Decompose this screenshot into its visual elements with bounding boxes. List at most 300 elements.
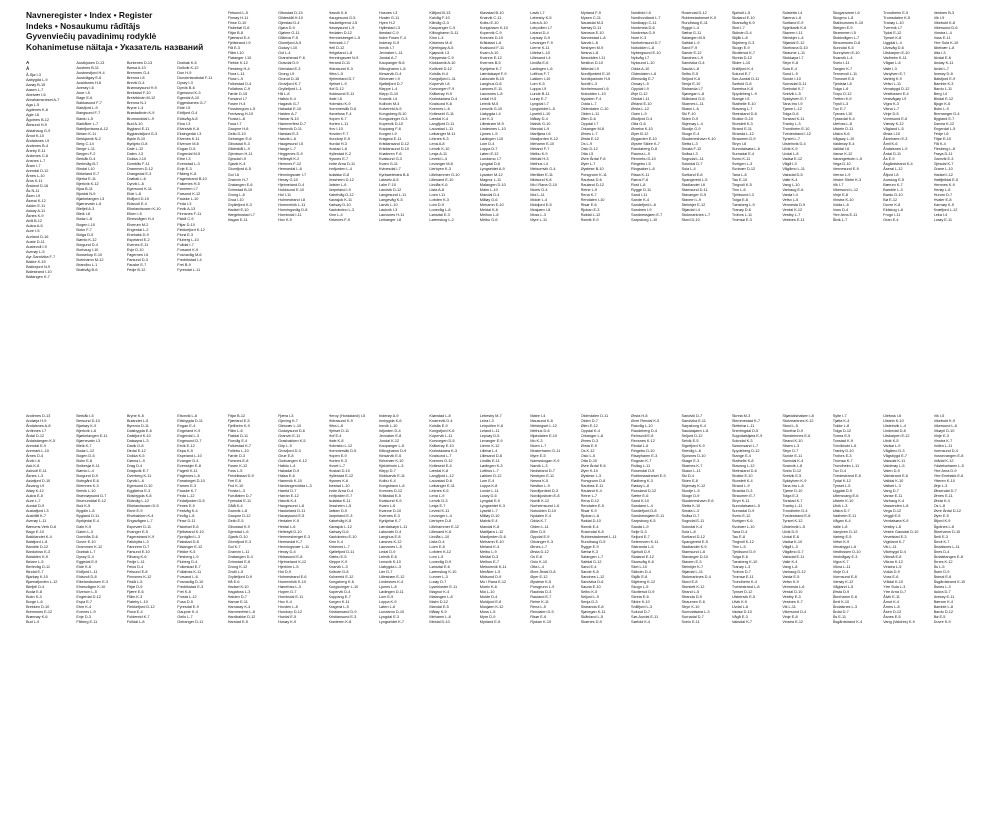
- index-entry: Lepsøy G-9: [530, 35, 551, 41]
- index-entry: Vrådal K-10: [883, 579, 904, 585]
- index-entry: Engan D-5: [177, 145, 196, 151]
- index-entry: Loen E-8: [429, 543, 445, 549]
- index-entry: Sandnes L-9: [681, 55, 703, 61]
- index-entry: Stathelle E-10: [731, 100, 756, 106]
- index-entry: Marifjøra L-12: [479, 528, 504, 534]
- index-entry: Valestrand E-6: [883, 473, 908, 479]
- index-entry: Bangsund F-7: [76, 110, 101, 116]
- index-entry: Bindal E-7: [26, 568, 44, 574]
- index-entry: Egersund D-10: [126, 483, 153, 489]
- index-entry: Lindås K-6: [429, 181, 448, 187]
- index-entry: Botnhamn M-12: [76, 256, 104, 262]
- index-entry: Innfjorden L-4: [328, 166, 352, 172]
- index-entry: Fiskebøl G-6: [227, 25, 250, 31]
- index-entry: Fauske K-7: [177, 488, 197, 494]
- index-entry: Ytre Arna D-9: [933, 468, 957, 474]
- index-entry: Lalm F-10: [378, 181, 397, 187]
- index-entry: Finnøy H-11: [227, 15, 249, 21]
- index-entry: Dombås D-6: [76, 533, 98, 539]
- index-entry: Kongsfjord L-11: [429, 75, 456, 81]
- index-entry: Åsen I-9: [26, 193, 41, 199]
- index-entry: Engerdal L-5: [933, 126, 956, 132]
- index-entry: Sjøholt D-9: [631, 548, 650, 554]
- index-entry: Straumen D-9: [731, 136, 756, 142]
- index-entry: Oppdal I-7: [580, 121, 599, 127]
- index-entry: Vallset L-3: [883, 483, 901, 489]
- index-entry: Svelgen L-3: [731, 161, 753, 167]
- index-entry: Sokndal K-3: [731, 437, 753, 443]
- index-entry: Vadsø E-12: [782, 156, 803, 162]
- index-entry: Uvdal L-8: [782, 151, 799, 157]
- index-entry: Godøy I-10: [278, 45, 298, 51]
- index-entry: Bremnes K-3: [76, 483, 99, 489]
- index-entry: Rygge E-9: [580, 543, 599, 549]
- index-entry: Øksendal D-7: [933, 488, 957, 494]
- index-entry: Farsund K-12: [177, 191, 201, 197]
- index-entry: Karlsøy D-10: [328, 201, 351, 207]
- index-entry: Helgeland L-8: [328, 50, 353, 56]
- index-entry: Haukeligrend J-5: [328, 20, 358, 26]
- index-entry: Aremark L-10: [26, 447, 49, 453]
- index-entry: Tolga E-8: [731, 196, 748, 202]
- index-entry: Øvre Årdal D-8: [530, 568, 556, 574]
- index-entry: Tokke L-8: [832, 422, 850, 428]
- index-entry: Hopen D-7: [278, 589, 297, 595]
- index-entry: Saltdal L-9: [681, 40, 700, 46]
- index-entry: Værøy K-12: [883, 121, 904, 127]
- index-entry: Evje D-10: [126, 246, 144, 252]
- index-entry: Ørsta E-9: [580, 442, 597, 448]
- index-entry: Eidsvåg A-8: [177, 115, 198, 121]
- index-entry: Lavik I-7: [530, 10, 545, 15]
- index-entry: Festvåg K-4: [177, 508, 198, 514]
- index-entry: Isdalstø K-11: [328, 498, 351, 504]
- index-entry: Sarpsborg L-10: [631, 216, 658, 222]
- index-entry: Herand D-11: [328, 60, 350, 66]
- index-entry: Horten L-11: [328, 121, 349, 127]
- index-entry: Hyllestad E-12: [328, 473, 354, 479]
- index-entry: Sykkylven K-9: [782, 478, 807, 484]
- index-entry: Grimstad E-8: [227, 558, 250, 564]
- index-entry: Fredrikstad E-3: [177, 584, 204, 590]
- index-entry: Kyrksæterøra B-6: [378, 171, 409, 177]
- index-entry: Valle K-4: [782, 558, 798, 564]
- index-entry: Henningsvær N-9: [328, 55, 359, 61]
- index-entry: Kongsberg K-6: [328, 579, 354, 585]
- index-entry: Storslett K-12: [681, 584, 705, 590]
- index-entry: Sveio E-11: [681, 619, 700, 625]
- index-entry: Stokmarknes K-12: [782, 417, 814, 423]
- index-entry: Herøy G-10: [278, 176, 298, 182]
- index-entry: Sandnessjøen E-11: [631, 513, 665, 519]
- index-entry: Storslett K-4: [731, 478, 753, 484]
- index-entry: Tolga L-6: [832, 85, 849, 91]
- index-entry: Ulvik K-9: [782, 146, 798, 152]
- index-entry: Holmestrand I-8: [278, 196, 306, 202]
- index-entry: Ørsta D-12: [530, 548, 549, 554]
- index-column: [76, 10, 124, 405]
- index-entry: Vang D-7: [883, 488, 899, 494]
- index-entry: Avaldsnes H-6: [76, 80, 101, 86]
- index-column: [429, 413, 477, 808]
- index-entry: Tolga E-6: [731, 553, 748, 559]
- index-entry: Ås L-5: [933, 563, 945, 569]
- index-column: [480, 10, 528, 405]
- index-entry: Ansnes L-7: [26, 157, 46, 163]
- index-entry: Nittedal I-9: [580, 65, 599, 71]
- index-entry: Melhus D-6: [530, 427, 550, 433]
- index-entry: Skibotn D-4: [631, 568, 651, 574]
- index-entry: Namsos E-10: [580, 30, 604, 36]
- index-entry: Leland D-4: [530, 30, 549, 36]
- index-entry: Leira A-10: [530, 20, 548, 26]
- index-entry: Hå L-8: [278, 90, 290, 96]
- index-entry: Aarøy B-15: [26, 82, 46, 88]
- index-entry: Dulkvik K-12: [177, 65, 199, 71]
- index-entry: Gratangen E-6: [227, 181, 253, 187]
- index-entry: Atløy K-12: [26, 488, 44, 494]
- index-entry: Aure I-5: [76, 90, 90, 96]
- index-entry: Lillebø L-10: [530, 50, 550, 56]
- index-entry: Tranby D-10: [832, 447, 854, 453]
- index-entry: Nydalen E-4: [530, 513, 552, 519]
- index-entry: Lindesnes L-10: [479, 126, 506, 132]
- index-entry: Lindås L-10: [429, 533, 450, 539]
- index-entry: Å-Sjø I-3: [26, 72, 41, 77]
- index-entry: Seljord D-12: [681, 432, 703, 438]
- index-entry: Levanger L-4: [429, 513, 452, 519]
- index-entry: Stokmarknes D-4: [681, 574, 711, 579]
- index-entry: Larvik L-10: [378, 201, 398, 207]
- index-entry: Knarrevik D-4: [429, 417, 453, 423]
- index-entry: Husnes I-3: [378, 10, 398, 15]
- index-entry: Tyssedal K-4: [832, 115, 855, 121]
- index-entry: Hov K-4: [278, 599, 292, 605]
- index-entry: Tonstad K-9: [832, 437, 853, 443]
- index-entry: Kolsås H-4: [429, 70, 448, 76]
- index-entry: Laksvatn B-10: [479, 75, 505, 81]
- index-entry: Solund E-7: [731, 70, 751, 76]
- index-entry: Kvalsund K-9: [378, 498, 402, 504]
- index-entry: Sletta K-10: [681, 503, 701, 509]
- index-entry: Lillesand D-8: [479, 452, 502, 458]
- index-entry: Holmsbu L-12: [328, 442, 353, 448]
- index-entry: Tromsø K-7: [832, 457, 853, 463]
- index-entry: Stavern I-11: [782, 30, 803, 36]
- index-entry: Austvågøy E-6: [76, 75, 102, 81]
- index-entry: Vestnes B-3: [933, 10, 955, 15]
- index-entry: Lillestrøm E-12: [378, 574, 405, 579]
- index-entry: Kirkenær K-10: [378, 457, 404, 463]
- index-entry: Risør E-6: [580, 201, 597, 207]
- index-entry: Molde D-4: [479, 594, 498, 600]
- index-entry: Tau E-10: [731, 176, 748, 182]
- index-entry: Kyrkjebø K-7: [378, 518, 401, 524]
- index-entry: Tvedestrand L-8: [731, 584, 760, 590]
- index-entry: Skarsvåg K-9: [731, 20, 755, 26]
- index-entry: Kopervik D-10: [378, 121, 403, 127]
- index-entry: Kleppe K-9: [328, 558, 348, 564]
- index-entry: Ski D-4: [681, 473, 694, 479]
- index-entry: Hedalen K-9: [278, 518, 300, 524]
- index-entry: Kopervik D-4: [328, 589, 351, 595]
- index-entry: Fosen K-12: [227, 462, 248, 468]
- index-entry: Spydeberg D-12: [731, 447, 760, 453]
- index-entry: Hundorp D-12: [278, 609, 302, 615]
- index-entry: Værøy K-12: [832, 579, 854, 585]
- index-entry: Årsland D-16: [26, 183, 49, 189]
- index-entry: Hardangervidda L-3: [278, 483, 312, 489]
- index-entry: Haugesund G-5: [328, 15, 356, 21]
- index-entry: Tonstad K-11: [782, 115, 805, 121]
- index-entry: Brumunddal L-9: [126, 115, 154, 121]
- index-entry: Klokkarvik A-10: [429, 60, 456, 66]
- index-entry: Eikelandsosen E-3: [76, 579, 108, 585]
- index-entry: Vågsøy L-10: [832, 136, 855, 142]
- index-entry: Rubbestadneset K-9: [681, 15, 717, 21]
- index-entry: Sørumsand L-7: [731, 442, 759, 448]
- index-entry: Fjellheim K-9: [227, 422, 250, 428]
- index-entry: Kirkenes M-8: [429, 40, 452, 46]
- index-entry: Vestby L-6: [883, 523, 902, 529]
- index-entry: Tranby L-3: [782, 121, 801, 127]
- index-entry: Forsnes E-8: [227, 457, 249, 463]
- index-entry: Ulsteinvik D-4: [782, 141, 806, 147]
- index-entry: Kvæfjord L-12: [933, 206, 958, 212]
- index-entry: Vassenden L-8: [883, 503, 909, 509]
- index-entry: Skudeneshavn K-10: [681, 136, 716, 142]
- index-entry: Hardbakke D-12: [227, 614, 256, 620]
- index-entry: Frol K-10: [227, 483, 244, 489]
- index-entry: Bygdin L-8: [76, 508, 95, 514]
- index-entry: Halden A-7: [278, 110, 297, 116]
- index-entry: Gol K-7: [227, 543, 241, 549]
- index-entry: Rjukan E-3: [580, 206, 600, 212]
- index-entry: Abelvær L-8: [933, 45, 955, 51]
- index-entry: Langesund L-11: [378, 191, 407, 197]
- index-entry: Reine L-9: [580, 186, 598, 192]
- index-entry: Beiarn K-11: [76, 130, 97, 136]
- index-entry: Bogen D-5: [76, 452, 95, 458]
- index-entry: Notodden L-8: [631, 45, 655, 51]
- index-entry: Gaupne D-12: [227, 513, 251, 519]
- index-entry: Innvik L-10: [378, 422, 398, 428]
- index-entry: Lærdalsøyri F-9: [479, 70, 507, 76]
- index-entry: Hasvik L-6: [278, 136, 296, 142]
- index-entry: Ringsaker L-8: [631, 166, 655, 172]
- index-entry: Åsen D-12: [883, 609, 902, 615]
- index-entry: Sørfold G-8: [731, 80, 752, 86]
- index-entry: Skogmo L-8: [832, 15, 854, 21]
- index-entry: Øystese L-3: [580, 473, 602, 479]
- index-entry: Elverum L-5: [76, 589, 97, 595]
- index-entry: Bagn E-6: [76, 95, 93, 101]
- index-entry: Moelv K-6: [479, 584, 497, 590]
- index-entry: Vanse E-11: [883, 493, 903, 499]
- index-entry: Porsgrunn L-9: [530, 584, 555, 590]
- index-entry: Bamble L-8: [933, 604, 953, 610]
- index-entry: Loppa K-8: [479, 483, 498, 489]
- index-entry: Utvik K-5: [883, 437, 899, 443]
- index-entry: Nesttun D-10: [580, 60, 603, 66]
- index-entry: Gjesdal I-9: [227, 156, 246, 162]
- index-entry: Hemnesberget L-5: [328, 35, 360, 41]
- index-entry: Magnor L-11: [479, 176, 502, 182]
- index-entry: Øystre Slidre K-7: [631, 141, 660, 147]
- index-entry: Engesund D-7: [177, 437, 202, 443]
- index-entry: Trondheim K-4: [731, 579, 757, 585]
- index-entry: Berlevåg B-7: [76, 160, 99, 166]
- index-entry: Engeland K-9: [177, 427, 201, 433]
- index-entry: Ulefoss L-8: [832, 121, 852, 127]
- index-entry: Tau E-8: [731, 533, 745, 539]
- index-entry: Kaupanger B-6: [378, 60, 405, 66]
- index-entry: Orkdal I-11: [631, 95, 650, 101]
- index-entry: Naustdal M-3: [580, 20, 604, 26]
- index-entry: Leira I-3: [479, 417, 494, 423]
- index-entry: Bakkejord N-9: [26, 263, 51, 269]
- index-entry: Hafslo L-4: [278, 462, 296, 468]
- index-entry: Strand L-5: [681, 589, 700, 595]
- index-entry: Vaksdal E-11: [782, 553, 805, 559]
- index-entry: Spydeberg L-9: [731, 90, 757, 96]
- index-entry: Loen I-11: [429, 191, 446, 197]
- index-entry: Hovet L-7: [328, 462, 345, 468]
- index-entry: Skånland L-5: [580, 614, 603, 620]
- index-entry: Årdal D-12: [26, 432, 45, 438]
- index-entry: Lunde L-11: [479, 488, 499, 494]
- index-entry: Granvin E-11: [278, 432, 301, 438]
- index-entry: Bolkesjø K-11: [76, 462, 100, 468]
- index-entry: Trondheim E-10: [782, 126, 810, 132]
- index-entry: Surnadal E-4: [731, 151, 755, 157]
- index-entry: Flesberg L-9: [177, 553, 199, 559]
- index-entry: Tranøy D-6: [731, 206, 751, 212]
- index-entry: Kvernes B-5: [479, 60, 501, 66]
- index-entry: Rauland E-7: [530, 594, 552, 600]
- index-entry: Flatdal D-11: [227, 432, 248, 438]
- index-entry: Lysekil L-7: [479, 508, 498, 514]
- index-entry: Hamar E-11: [227, 599, 248, 605]
- index-entry: Gryllefjord K-3: [227, 201, 252, 207]
- index-entry: Korsvegen F-9: [429, 85, 455, 91]
- index-entry: Øksfjord D-4: [631, 115, 653, 121]
- index-entry: Isfjorden D-4: [378, 427, 401, 433]
- index-entry: Bergen F-2: [76, 150, 96, 156]
- index-entry: Etne K-4: [76, 604, 92, 610]
- index-entry: Ulstein K-10: [832, 498, 854, 504]
- index-entry: Nedstrand D-7: [530, 468, 555, 474]
- index-entry: Hjelmeland D-4: [278, 181, 305, 187]
- index-entry: Narvik L-3: [530, 462, 548, 468]
- index-column: [833, 10, 881, 405]
- index-entry: Tranby L-11: [782, 503, 803, 509]
- index-entry: Hellesylt D-10: [278, 528, 302, 534]
- index-entry: Karlsøy D-6: [328, 528, 349, 534]
- index-entry: Sistranda L-5: [631, 543, 654, 549]
- index-entry: Flakstad D-8: [177, 538, 199, 544]
- index-entry: Gibostad D-13: [278, 10, 303, 15]
- index-entry: Varhaug E-6: [782, 186, 804, 192]
- index-entry: Grasbakken K-5: [278, 437, 306, 443]
- index-entry: Tinnoset E-5: [832, 75, 855, 81]
- index-entry: Orkanger K-3: [530, 538, 553, 544]
- index-entry: Slidre L-10: [731, 60, 751, 66]
- index-entry: Brattvåg B-6: [76, 266, 98, 272]
- index-entry: Sand E-4: [580, 563, 597, 569]
- index-entry: Hemnesberget E-3: [278, 533, 310, 539]
- index-entry: Eggkleiva E-3: [126, 488, 151, 494]
- index-entry: Vega D-10: [832, 161, 851, 167]
- index-entry: Åndalsnes L-9: [883, 146, 908, 152]
- index-entry: Fitjar D-9: [126, 584, 143, 590]
- index-entry: Dverberg K-11: [126, 473, 152, 479]
- index-entry: Meldal D-3: [479, 553, 499, 559]
- index-entry: Ulstein K-10: [883, 417, 904, 423]
- index-entry: Dokka K-5: [126, 452, 145, 458]
- index-entry: Vik I-5: [933, 412, 945, 418]
- index-entry: Heggenes D-9: [278, 151, 303, 157]
- index-entry: Arendal D-12: [26, 167, 49, 173]
- index-entry: Risøyhamn E-3: [631, 452, 658, 458]
- index-entry: Strand K-10: [782, 437, 803, 443]
- index-entry: Jølster D-9: [328, 508, 347, 514]
- index-entry: Fyresdal E-11: [227, 498, 251, 504]
- index-entry: Kinn L-4: [429, 35, 444, 41]
- index-entry: Nyksund L-10: [631, 60, 655, 66]
- index-entry: Kautokeino L-3: [328, 206, 354, 212]
- index-entry: Sletta L-3: [681, 141, 698, 147]
- index-entry: Fjærland E-4: [227, 35, 250, 41]
- index-entry: Gjøvik K-4: [227, 161, 246, 167]
- index-entry: Dovre K-8: [883, 201, 901, 207]
- index-entry: Rosendal K-8: [580, 528, 604, 534]
- index-entry: Birkeland E-7: [76, 171, 100, 177]
- index-entry: Tolga D-12: [832, 427, 852, 433]
- index-entry: Levanger M-8: [429, 161, 453, 167]
- index-entry: Gjøvik D-10: [227, 533, 248, 539]
- index-entry: Hagan E-11: [227, 216, 248, 222]
- index-entry: Folkestad E-7: [177, 563, 201, 569]
- index-entry: Melhus L-8: [479, 211, 499, 217]
- index-entry: Ledal D-9: [378, 548, 396, 554]
- index-entry: Bossekop E-10: [76, 251, 103, 257]
- index-entry: Førde D-15: [227, 90, 248, 96]
- index-entry: Tjeldsund I-3: [731, 191, 754, 197]
- index-column: [833, 413, 881, 808]
- index-entry: Lillehammer G-10: [429, 171, 460, 177]
- index-entry: Ringebu I-5: [631, 161, 651, 167]
- index-entry: Lyngseidet A-9: [479, 166, 505, 172]
- index-entry: Kjøllefjord D-7: [378, 80, 403, 86]
- index-entry: Karasjok L-12: [328, 523, 352, 529]
- index-entry: Lillehammer E-12: [429, 523, 460, 529]
- index-entry: Valle I-3: [883, 65, 897, 71]
- index-entry: Sveio K-11: [731, 156, 751, 162]
- index-entry: Os L-9: [580, 141, 593, 147]
- index-entry: Fusa D-5: [177, 599, 193, 605]
- index-entry: Eidsvåg L-12: [126, 498, 149, 504]
- index-entry: Grimstad E-3: [278, 65, 301, 71]
- index-entry: Måløy D-4: [530, 115, 548, 121]
- index-entry: Solsletta I-4: [782, 10, 803, 15]
- index-entry: Skarnes K-7: [681, 462, 703, 468]
- index-entry: Nordkjosbotn H-5: [580, 75, 611, 81]
- index-entry: Finnsnes K-12: [126, 574, 152, 579]
- index-entry: Reinsvoll E-8: [631, 432, 654, 438]
- index-entry: Leirpollen I-7: [530, 25, 552, 31]
- index-column: [177, 10, 225, 405]
